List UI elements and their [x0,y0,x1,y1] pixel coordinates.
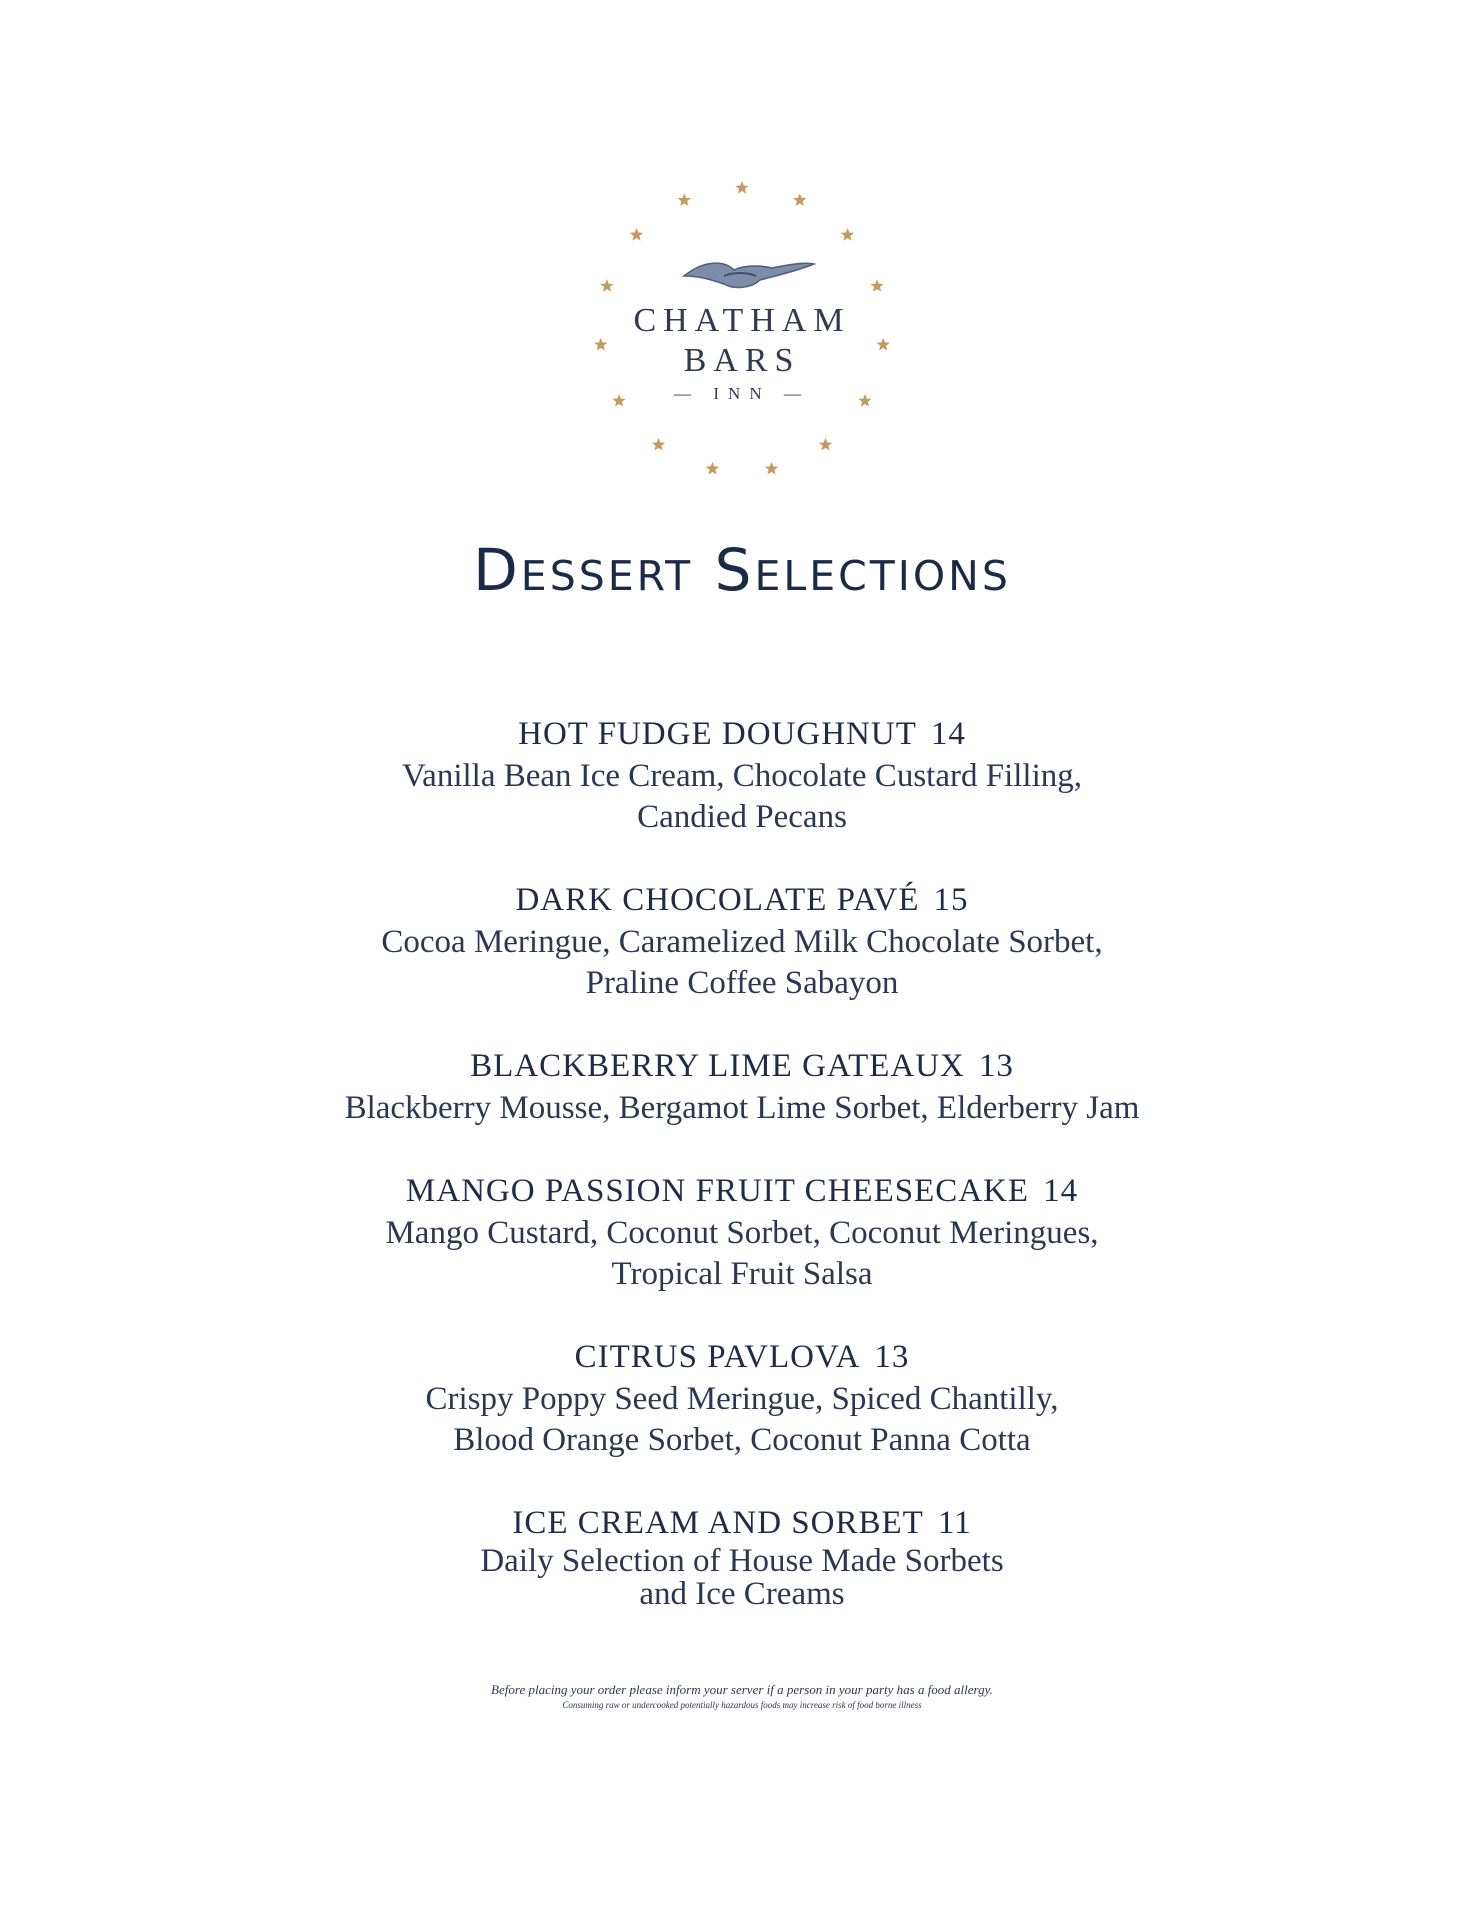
item-description: Daily Selection of House Made Sorbets [480,1543,1004,1579]
item-description: Mango Custard, Coconut Sorbet, Coconut Meringues, [385,1215,1099,1251]
item-price: 13 [874,1339,910,1375]
item-price: 14 [930,716,966,752]
menu-item-blackberry-lime-gateaux [0,1044,1484,1129]
item-name: HOT FUDGE DOUGHNUT [518,716,917,752]
item-name: DARK CHOCOLATE PAVÉ [515,882,920,918]
star-icon [630,228,643,241]
item-name: BLACKBERRY LIME GATEAUX [470,1048,965,1084]
star-icon [652,438,665,451]
item-price: 13 [978,1048,1014,1084]
item-description: Blackberry Mousse, Bergamot Lime Sorbet, Elderberry Jam [344,1090,1140,1126]
star-icon [793,193,806,206]
logo-line-bars: BARS [683,342,801,379]
menu-item-citrus-pavlova [0,1335,1484,1461]
page-title: Dessert Selections [473,536,1011,604]
dessert-menu-list [0,712,1484,1651]
star-icon [678,193,691,206]
star-icon [819,438,832,451]
item-price: 14 [1043,1173,1079,1209]
item-heading [0,878,1484,922]
item-name: CITRUS PAVLOVA [574,1339,861,1375]
star-icon [841,228,854,241]
star-icon [735,181,748,194]
item-description: and Ice Creams [639,1576,845,1612]
item-heading [0,1169,1484,1213]
menu-item-dark-chocolate-pave [0,878,1484,1004]
menu-item-ice-cream-and-sorbet [0,1501,1484,1611]
item-heading [0,1044,1484,1088]
star-icon [706,462,719,475]
menu-item-hot-fudge-doughnut [0,712,1484,838]
star-icon [600,279,613,292]
logo-line-chatham: CHATHAM [633,302,851,339]
chatham-bars-inn-logo [584,172,900,488]
item-description: Vanilla Bean Ice Cream, Chocolate Custard Filling, [402,758,1082,794]
item-price: 15 [933,882,969,918]
allergy-notice: Before placing your order please inform your server if a person in your party has a food allergy. [491,1682,993,1697]
item-heading [0,1501,1484,1545]
item-name: ICE CREAM AND SORBET [512,1505,924,1541]
menu-item-mango-passion-fruit-cheesecake [0,1169,1484,1295]
item-description: Cocoa Meringue, Caramelized Milk Chocolate Sorbet, [381,924,1103,960]
item-description: Praline Coffee Sabayon [585,965,899,1001]
item-description: Candied Pecans [637,799,847,835]
item-description: Tropical Fruit Salsa [611,1256,873,1292]
item-heading [0,712,1484,756]
logo-line-inn: — INN — [674,384,810,403]
seagull-icon [684,263,814,287]
item-description: Blood Orange Sorbet, Coconut Panna Cotta [453,1422,1031,1458]
item-name: MANGO PASSION FRUIT CHEESECAKE [405,1173,1030,1209]
item-heading [0,1335,1484,1379]
star-icon [870,279,883,292]
item-price: 11 [937,1505,972,1541]
raw-food-notice: Consuming raw or undercooked potentially hazardous foods may increase risk of food borne illness [562,1700,922,1710]
star-icon [765,462,778,475]
item-description: Crispy Poppy Seed Meringue, Spiced Chantilly, [425,1381,1059,1417]
